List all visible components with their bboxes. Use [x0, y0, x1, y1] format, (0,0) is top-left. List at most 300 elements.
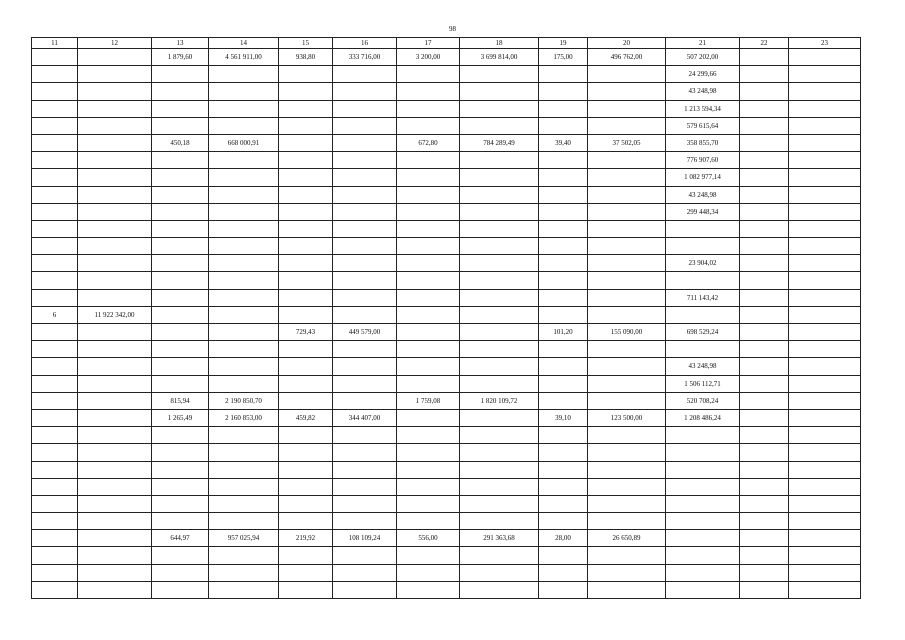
table-cell	[78, 495, 152, 512]
table-cell	[740, 547, 789, 564]
table-cell	[78, 444, 152, 461]
table-cell	[588, 564, 666, 581]
table-cell	[588, 495, 666, 512]
table-cell	[152, 358, 209, 375]
table-row	[32, 530, 861, 547]
table-cell	[78, 427, 152, 444]
table-cell	[588, 358, 666, 375]
table-row	[32, 186, 861, 203]
table-row	[32, 478, 861, 495]
table-cell	[789, 513, 861, 530]
table-cell	[539, 272, 588, 289]
column-header: 14	[209, 38, 279, 49]
table-cell	[740, 203, 789, 220]
table-cell	[333, 220, 397, 237]
table-cell	[666, 272, 740, 289]
table-cell	[78, 186, 152, 203]
table-cell	[32, 83, 78, 100]
table-cell	[397, 272, 460, 289]
table-row	[32, 134, 861, 151]
table-cell	[666, 478, 740, 495]
table-cell	[588, 341, 666, 358]
table-cell	[209, 375, 279, 392]
table-cell	[152, 255, 209, 272]
table-cell	[397, 238, 460, 255]
table-cell	[78, 83, 152, 100]
table-cell	[279, 66, 333, 83]
table-cell	[539, 117, 588, 134]
table-cell	[152, 100, 209, 117]
table-cell	[789, 324, 861, 341]
table-cell	[460, 341, 539, 358]
table-cell	[539, 358, 588, 375]
table-cell	[789, 220, 861, 237]
table-cell	[588, 169, 666, 186]
table-cell	[588, 100, 666, 117]
table-cell	[460, 478, 539, 495]
table-cell	[460, 513, 539, 530]
table-row	[32, 49, 861, 66]
table-cell	[666, 444, 740, 461]
table-row	[32, 238, 861, 255]
table-cell	[333, 152, 397, 169]
table-cell	[333, 564, 397, 581]
table-cell	[209, 117, 279, 134]
table-cell	[588, 306, 666, 323]
table-cell	[78, 100, 152, 117]
table-cell	[588, 427, 666, 444]
table-cell	[279, 341, 333, 358]
table-cell	[78, 375, 152, 392]
table-cell	[789, 581, 861, 598]
table-cell	[789, 83, 861, 100]
table-cell	[152, 461, 209, 478]
table-cell: 1 208 486,24	[666, 409, 740, 426]
table-row	[32, 203, 861, 220]
table-cell	[397, 478, 460, 495]
table-cell	[78, 409, 152, 426]
table-cell	[588, 444, 666, 461]
table-cell	[333, 444, 397, 461]
table-cell	[588, 461, 666, 478]
table-cell	[209, 513, 279, 530]
table-cell	[789, 306, 861, 323]
table-cell	[460, 444, 539, 461]
table-cell	[152, 341, 209, 358]
table-cell: 1 820 109,72	[460, 392, 539, 409]
table-cell	[740, 564, 789, 581]
table-row	[32, 83, 861, 100]
table-row	[32, 409, 861, 426]
table-cell	[333, 289, 397, 306]
table-cell	[152, 66, 209, 83]
table-cell	[397, 495, 460, 512]
table-cell	[333, 134, 397, 151]
table-cell: 1 265,49	[152, 409, 209, 426]
table-cell	[666, 427, 740, 444]
table-cell	[397, 427, 460, 444]
table-cell	[789, 564, 861, 581]
table-cell	[740, 152, 789, 169]
table-cell	[588, 513, 666, 530]
table-cell	[78, 117, 152, 134]
table-cell	[397, 66, 460, 83]
table-cell	[789, 66, 861, 83]
table-cell	[333, 375, 397, 392]
table-cell	[666, 530, 740, 547]
table-row	[32, 289, 861, 306]
table-cell	[152, 152, 209, 169]
table-cell: 299 448,34	[666, 203, 740, 220]
table-cell	[666, 581, 740, 598]
table-cell	[152, 375, 209, 392]
table-cell	[279, 203, 333, 220]
table-cell	[789, 186, 861, 203]
table-cell	[740, 375, 789, 392]
table-cell	[588, 547, 666, 564]
table-cell	[740, 272, 789, 289]
table-row	[32, 100, 861, 117]
table-cell	[539, 255, 588, 272]
table-cell	[789, 444, 861, 461]
table-cell	[32, 461, 78, 478]
table-cell	[460, 117, 539, 134]
table-cell	[588, 272, 666, 289]
table-row	[32, 513, 861, 530]
table-cell	[209, 83, 279, 100]
table-cell	[460, 324, 539, 341]
table-cell: 672,80	[397, 134, 460, 151]
table-row	[32, 564, 861, 581]
table-cell	[397, 461, 460, 478]
table-cell	[209, 272, 279, 289]
table-cell	[460, 255, 539, 272]
table-cell	[152, 306, 209, 323]
table-cell	[78, 392, 152, 409]
table-cell	[460, 375, 539, 392]
table-cell	[666, 461, 740, 478]
table-cell	[209, 547, 279, 564]
table-cell	[333, 392, 397, 409]
table-cell	[279, 495, 333, 512]
table-cell	[666, 238, 740, 255]
table-cell	[279, 255, 333, 272]
table-cell	[78, 341, 152, 358]
table-cell	[209, 255, 279, 272]
table-cell	[279, 100, 333, 117]
table-cell	[539, 513, 588, 530]
table-cell	[333, 272, 397, 289]
table-cell	[32, 186, 78, 203]
table-cell: 698 529,24	[666, 324, 740, 341]
table-cell	[152, 324, 209, 341]
table-cell	[279, 238, 333, 255]
table-cell	[539, 564, 588, 581]
table-cell	[333, 66, 397, 83]
table-cell: 219,92	[279, 530, 333, 547]
table-cell	[666, 547, 740, 564]
table-cell	[32, 152, 78, 169]
table-cell: 11 922 342,00	[78, 306, 152, 323]
table-cell	[539, 83, 588, 100]
table-cell	[78, 513, 152, 530]
table-cell	[32, 203, 78, 220]
table-cell: 450,18	[152, 134, 209, 151]
table-cell	[397, 289, 460, 306]
table-cell	[397, 83, 460, 100]
table-cell	[740, 238, 789, 255]
table-cell	[539, 169, 588, 186]
table-cell	[279, 289, 333, 306]
table-cell	[397, 255, 460, 272]
table-cell	[333, 83, 397, 100]
table-cell	[539, 581, 588, 598]
table-cell	[152, 427, 209, 444]
table-cell	[333, 581, 397, 598]
table-cell	[460, 203, 539, 220]
table-cell: 24 299,66	[666, 66, 740, 83]
table-cell	[666, 564, 740, 581]
table-cell	[740, 169, 789, 186]
column-header: 19	[539, 38, 588, 49]
table-cell	[740, 530, 789, 547]
table-cell	[539, 66, 588, 83]
table-cell	[789, 169, 861, 186]
table-cell	[588, 478, 666, 495]
table-cell	[397, 100, 460, 117]
table-cell	[32, 358, 78, 375]
table-cell	[740, 427, 789, 444]
table-cell	[209, 358, 279, 375]
table-cell: 1 506 112,71	[666, 375, 740, 392]
table-cell: 938,80	[279, 49, 333, 66]
table-cell	[32, 117, 78, 134]
table-cell: 28,00	[539, 530, 588, 547]
table-cell	[279, 117, 333, 134]
table-cell	[152, 564, 209, 581]
table-cell	[152, 186, 209, 203]
table-cell: 449 579,00	[333, 324, 397, 341]
table-cell	[209, 581, 279, 598]
table-cell	[397, 409, 460, 426]
table-row	[32, 272, 861, 289]
table-cell	[397, 564, 460, 581]
table-cell	[32, 513, 78, 530]
table-cell	[209, 478, 279, 495]
table-cell	[152, 83, 209, 100]
table-cell: 556,00	[397, 530, 460, 547]
table-cell: 1 082 977,14	[666, 169, 740, 186]
table-cell	[539, 495, 588, 512]
table-cell	[78, 134, 152, 151]
table-cell	[740, 49, 789, 66]
table-row	[32, 255, 861, 272]
table-cell	[789, 478, 861, 495]
table-cell	[333, 100, 397, 117]
table-cell: 23 904,02	[666, 255, 740, 272]
table-row	[32, 66, 861, 83]
table-cell	[279, 392, 333, 409]
table-cell	[152, 495, 209, 512]
table-cell	[789, 427, 861, 444]
table-cell	[740, 289, 789, 306]
table-cell	[539, 238, 588, 255]
table-cell	[789, 392, 861, 409]
table-cell	[539, 392, 588, 409]
table-cell	[78, 461, 152, 478]
table-cell	[32, 375, 78, 392]
table-cell	[397, 341, 460, 358]
table-cell	[209, 66, 279, 83]
table-cell	[209, 495, 279, 512]
table-cell	[539, 186, 588, 203]
table-cell	[279, 461, 333, 478]
table-cell	[460, 289, 539, 306]
table-cell	[789, 134, 861, 151]
table-row	[32, 341, 861, 358]
table-cell	[740, 513, 789, 530]
table-cell: 1 879,60	[152, 49, 209, 66]
table-cell	[32, 238, 78, 255]
table-cell	[539, 306, 588, 323]
table-cell	[740, 478, 789, 495]
table-cell: 776 907,60	[666, 152, 740, 169]
table-cell: 2 190 850,70	[209, 392, 279, 409]
table-cell	[209, 152, 279, 169]
table-cell: 43 248,98	[666, 358, 740, 375]
table-cell	[152, 238, 209, 255]
table-cell	[740, 117, 789, 134]
table-cell: 815,94	[152, 392, 209, 409]
table-cell	[588, 581, 666, 598]
table-cell	[588, 203, 666, 220]
table-cell	[333, 203, 397, 220]
table-cell: 37 502,05	[588, 134, 666, 151]
table-cell	[279, 306, 333, 323]
table-cell	[152, 272, 209, 289]
table-cell	[789, 238, 861, 255]
table-cell	[588, 152, 666, 169]
table-cell	[279, 427, 333, 444]
table-cell	[78, 152, 152, 169]
table-cell	[333, 547, 397, 564]
table-cell	[279, 444, 333, 461]
table-cell	[666, 495, 740, 512]
table-cell	[789, 289, 861, 306]
table-cell	[397, 358, 460, 375]
table-cell: 957 025,94	[209, 530, 279, 547]
table-cell	[460, 220, 539, 237]
table-cell	[740, 100, 789, 117]
table-cell	[740, 358, 789, 375]
table-cell: 579 615,64	[666, 117, 740, 134]
table-cell	[333, 238, 397, 255]
table-cell	[539, 341, 588, 358]
table-cell	[152, 220, 209, 237]
table-cell	[78, 169, 152, 186]
table-row	[32, 581, 861, 598]
table-cell	[32, 66, 78, 83]
table-cell	[152, 169, 209, 186]
table-cell	[460, 186, 539, 203]
table-cell	[32, 49, 78, 66]
table-cell	[279, 478, 333, 495]
table-cell	[32, 392, 78, 409]
table-cell	[397, 513, 460, 530]
table-cell: 644,97	[152, 530, 209, 547]
table-cell	[789, 152, 861, 169]
table-cell	[78, 220, 152, 237]
table-cell	[397, 324, 460, 341]
table-row	[32, 358, 861, 375]
table-cell	[209, 341, 279, 358]
table-cell	[397, 220, 460, 237]
table-cell	[460, 495, 539, 512]
table-cell	[78, 324, 152, 341]
table-cell	[789, 495, 861, 512]
table-row	[32, 306, 861, 323]
table-cell	[397, 581, 460, 598]
table-cell	[666, 306, 740, 323]
table-cell	[397, 547, 460, 564]
table-cell	[789, 341, 861, 358]
table-cell	[78, 564, 152, 581]
table-cell	[397, 169, 460, 186]
table-cell: 39,10	[539, 409, 588, 426]
table-cell	[279, 272, 333, 289]
table-cell	[333, 306, 397, 323]
table-cell	[539, 444, 588, 461]
table-cell: 3 699 814,00	[460, 49, 539, 66]
table-cell	[209, 186, 279, 203]
table-cell	[279, 581, 333, 598]
table-cell	[740, 392, 789, 409]
table-cell	[32, 169, 78, 186]
table-cell	[279, 358, 333, 375]
table-cell: 333 716,00	[333, 49, 397, 66]
table-cell	[588, 289, 666, 306]
table-body	[32, 49, 861, 599]
table-row	[32, 324, 861, 341]
table-cell	[279, 134, 333, 151]
table-cell	[740, 186, 789, 203]
table-cell	[588, 220, 666, 237]
table-cell	[588, 392, 666, 409]
column-header: 15	[279, 38, 333, 49]
table-cell	[588, 238, 666, 255]
table-cell: 784 289,49	[460, 134, 539, 151]
table-cell	[740, 83, 789, 100]
table-cell	[32, 409, 78, 426]
table-cell	[539, 152, 588, 169]
table-cell: 39,40	[539, 134, 588, 151]
table-cell	[740, 444, 789, 461]
column-header: 18	[460, 38, 539, 49]
table-cell	[32, 341, 78, 358]
page-number: 98	[449, 25, 456, 33]
table-cell	[666, 341, 740, 358]
table-cell	[397, 375, 460, 392]
table-cell	[397, 186, 460, 203]
table-cell	[279, 83, 333, 100]
table-cell	[333, 495, 397, 512]
table-cell	[539, 478, 588, 495]
table-cell	[209, 564, 279, 581]
table-cell	[78, 255, 152, 272]
table-cell: 496 762,00	[588, 49, 666, 66]
table-cell	[397, 203, 460, 220]
table-cell	[333, 427, 397, 444]
